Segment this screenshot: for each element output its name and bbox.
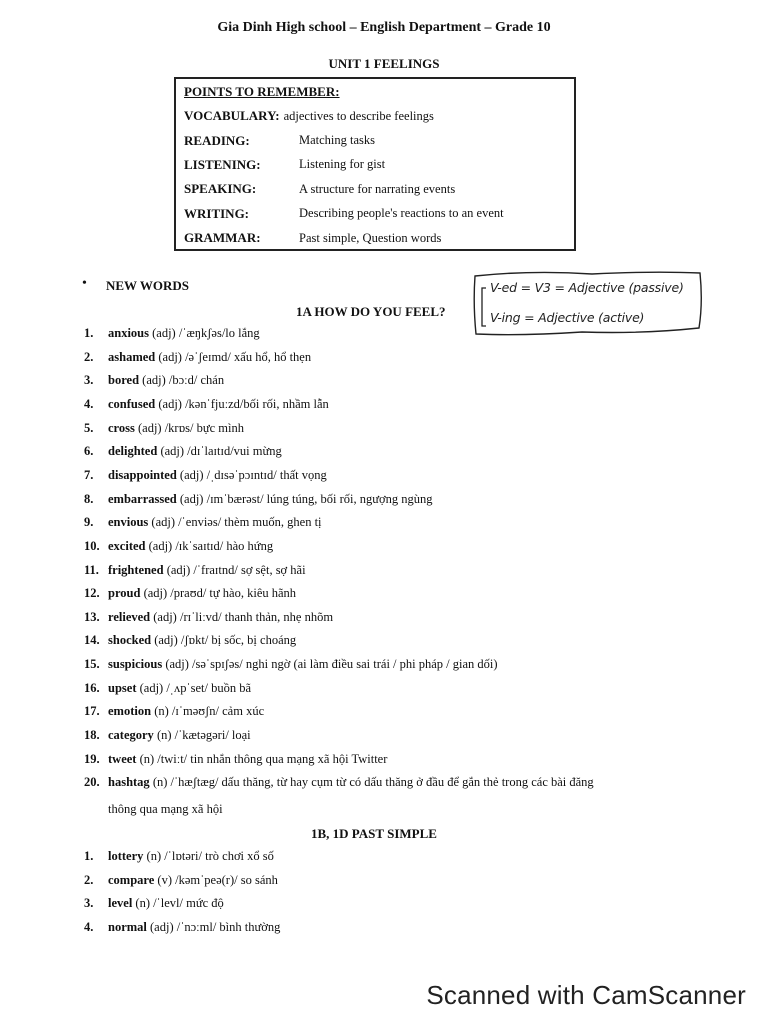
word-term: tweet: [108, 751, 137, 766]
word-definition: (adj) /ˈenviəs/ thèm muốn, ghen tị: [148, 515, 322, 530]
word-term: relieved: [108, 609, 151, 624]
new-words-label: NEW WORDS: [106, 278, 189, 293]
word-item: [84, 397, 329, 412]
word-term: shocked: [108, 633, 152, 648]
word-term: bored: [108, 373, 140, 388]
word-item: [84, 468, 327, 483]
point-label: SPEAKING:: [184, 181, 257, 197]
word-term: excited: [108, 538, 146, 553]
point-value: Past simple, Question words: [299, 230, 442, 245]
word-item: [84, 752, 387, 767]
word-term: compare: [108, 872, 155, 887]
word-item: [84, 849, 274, 864]
word-term: category: [108, 728, 154, 743]
word-item: [84, 539, 273, 554]
word-definition: (n) /twiːt/ tin nhắn thông qua mạng xã hội Twitter: [136, 751, 388, 766]
points-box: [174, 77, 576, 251]
word-definition: (n) /ɪˈməʊʃn/ cảm xúc: [151, 704, 265, 719]
word-item: [84, 373, 224, 388]
word-item: [84, 704, 264, 719]
word-term: frightened: [108, 562, 164, 577]
point-value: Listening for gist: [299, 157, 386, 172]
word-term: upset: [108, 680, 137, 695]
word-term: hashtag: [108, 775, 150, 790]
word-number: 2.: [84, 872, 94, 887]
word-number: 1.: [84, 849, 94, 863]
word-number: 7.: [84, 467, 94, 482]
word-number: 11.: [84, 562, 99, 577]
section-title-1b: 1B, 1D PAST SIMPLE: [311, 826, 437, 841]
word-term: emotion: [108, 704, 152, 719]
word-term: envious: [108, 515, 149, 530]
word-item: [84, 444, 282, 459]
word-definition: (adj) /krɒs/ bực mình: [134, 420, 244, 435]
word-definition: (adj) /ˌdɪsəˈpɔɪntɪd/ thất vọng: [176, 467, 327, 482]
point-row-vocabulary: [184, 104, 566, 128]
camscanner-footer: Scanned with CamScanner: [426, 980, 746, 1010]
point-label: GRAMMAR:: [184, 230, 261, 246]
point-row-reading: [184, 128, 566, 152]
word-number: 14.: [84, 633, 100, 648]
word-term: disappointed: [108, 467, 177, 482]
word-item: [84, 873, 278, 888]
word-number: 4.: [84, 396, 94, 411]
handwritten-note: [472, 268, 704, 340]
word-term: confused: [108, 396, 156, 411]
document-header: Gia Dinh High school – English Department – Grade 10: [217, 20, 551, 35]
word-number: 18.: [84, 728, 100, 743]
word-definition: (v) /kəmˈpeə(r)/ so sánh: [154, 872, 278, 887]
word-definition: (adj) /ˈfraɪtnd/ sợ sệt, sợ hãi: [163, 562, 306, 577]
point-row-listening: [184, 153, 566, 177]
word-number: 10.: [84, 538, 100, 553]
note-line-1: V-ed = V3 = Adjective (passive): [490, 280, 684, 295]
word-item: [84, 586, 296, 601]
word-number: 20.: [84, 775, 100, 790]
word-item: [84, 492, 432, 507]
word-item: [84, 326, 260, 341]
word-term: normal: [108, 919, 147, 934]
word-term: cross: [108, 420, 135, 435]
word-definition: (n) /ˈlɒtəri/ trò chơi xổ số: [143, 849, 274, 863]
word-term: proud: [108, 586, 141, 601]
word-definition: (adj) /ˌʌpˈset/ buồn bã: [136, 680, 252, 695]
word-definition: (adj) /ɪmˈbærəst/ lúng túng, bối rối, ngượng ngùng: [176, 491, 433, 506]
word-number: 13.: [84, 609, 100, 624]
word-definition: (adj) /praʊd/ tự hào, kiêu hãnh: [140, 586, 297, 601]
point-row-writing: [184, 202, 566, 226]
word-item: [84, 515, 322, 530]
word-item: [84, 657, 498, 672]
word-item: [84, 775, 594, 790]
word-term: suspicious: [108, 657, 163, 672]
word-definition: (n) /ˈkætəgəri/ loại: [153, 728, 251, 743]
word-term: delighted: [108, 444, 158, 459]
word-number: 9.: [84, 515, 94, 530]
point-label: VOCABULARY:: [184, 108, 280, 124]
word-definition: (adj) /səˈspɪʃəs/ nghi ngờ (ai làm điều sai trái / phi pháp / gian dối): [162, 657, 498, 672]
word-number: 15.: [84, 657, 100, 672]
point-value: Matching tasks: [299, 133, 376, 148]
section-title-1a: 1A HOW DO YOU FEEL?: [296, 304, 446, 319]
word-definition: (adj) /bɔːd/ chán: [139, 373, 225, 388]
word-term: ashamed: [108, 349, 156, 364]
word-term: lottery: [108, 849, 144, 863]
word-number: 12.: [84, 586, 100, 601]
hashtag-continued: thông qua mạng xã hội: [108, 802, 223, 816]
word-item: [84, 610, 333, 625]
note-border: [472, 268, 704, 340]
word-number: 3.: [84, 373, 94, 388]
word-definition: (adj) /ˈnɔːml/ bình thường: [146, 919, 281, 934]
word-definition: (adj) /ˈæŋkʃəs/lo lắng: [149, 326, 260, 340]
word-number: 2.: [84, 349, 94, 364]
bullet-icon: •: [82, 276, 87, 291]
word-definition: (adj) /rɪˈliːvd/ thanh thản, nhẹ nhõm: [150, 609, 334, 624]
word-number: 3.: [84, 896, 94, 910]
unit-title: UNIT 1 FEELINGS: [328, 56, 440, 71]
word-definition: (adj) /ʃɒkt/ bị sốc, bị choáng: [151, 633, 297, 648]
word-definition: (adj) /əˈʃeɪmd/ xấu hổ, hổ thẹn: [155, 349, 312, 364]
word-number: 17.: [84, 704, 100, 719]
word-item: [84, 728, 251, 743]
points-heading: POINTS TO REMEMBER:: [184, 84, 340, 99]
word-term: embarrassed: [108, 491, 177, 506]
word-definition: (adj) /dɪˈlaɪtɪd/vui mừng: [157, 444, 282, 459]
word-item: [84, 350, 311, 365]
word-definition: (adj) /kənˈfjuːzd/bối rối, nhầm lẫn: [155, 396, 329, 411]
word-item: [84, 421, 244, 436]
word-item: [84, 563, 306, 578]
word-item: [84, 896, 224, 911]
word-number: 5.: [84, 420, 94, 435]
word-definition: (n) /ˈhæʃtæg/ dấu thăng, từ hay cụm từ có dấu thăng ở đầu để gắn thẻ trong các bài đăng: [149, 775, 594, 790]
word-item: [84, 633, 296, 648]
point-value: adjectives to describe feelings: [283, 108, 434, 123]
point-row-speaking: [184, 177, 566, 201]
point-value: Describing people's reactions to an event: [299, 206, 504, 221]
word-number: 1.: [84, 326, 94, 340]
word-definition: (adj) /ɪkˈsaɪtɪd/ hào hứng: [145, 538, 274, 553]
point-label: WRITING:: [184, 205, 250, 221]
point-label: READING:: [184, 132, 250, 148]
word-definition: (n) /ˈlevl/ mức độ: [132, 896, 224, 910]
word-item: [84, 920, 280, 935]
point-value: A structure for narrating events: [299, 181, 456, 196]
word-item: [84, 681, 251, 696]
word-number: 19.: [84, 751, 100, 766]
word-number: 16.: [84, 680, 100, 695]
word-number: 6.: [84, 444, 94, 459]
point-row-grammar: [184, 226, 566, 250]
point-label: LISTENING:: [184, 156, 261, 172]
word-number: 4.: [84, 919, 94, 934]
word-term: level: [108, 896, 133, 910]
word-number: 8.: [84, 491, 94, 506]
word-term: anxious: [108, 326, 149, 340]
note-line-2: V-ing = Adjective (active): [490, 310, 645, 325]
